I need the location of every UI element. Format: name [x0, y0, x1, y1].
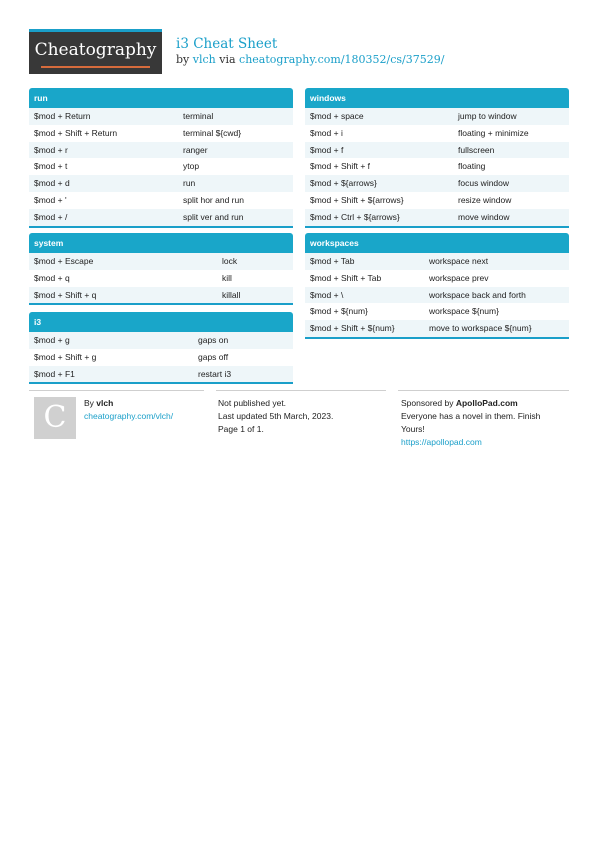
shortcut-row — [305, 253, 569, 270]
shortcut-key: $mod + Shift + Tab — [310, 272, 382, 283]
footer-updated: Last updated 5th March, 2023. — [218, 411, 334, 421]
author-avatar[interactable] — [34, 397, 76, 439]
shortcut-key: $mod + ${arrows} — [310, 178, 377, 189]
shortcut-key: $mod + / — [34, 211, 68, 222]
shortcut-key: $mod + q — [34, 272, 70, 283]
footer-page: Page 1 of 1. — [218, 424, 264, 434]
shortcut-row — [29, 175, 293, 192]
shortcut-key: $mod + Shift + g — [34, 351, 97, 362]
shortcut-row — [305, 320, 569, 337]
footer-author-url-line — [84, 410, 173, 423]
shortcut-row — [29, 287, 293, 304]
shortcut-action: workspace ${num} — [429, 306, 499, 317]
shortcut-action: jump to window — [458, 111, 517, 121]
shortcut-row — [29, 253, 293, 270]
shortcut-action: floating + minimize — [458, 127, 529, 138]
shortcut-key: $mod + f — [310, 144, 344, 155]
byline-by: by — [176, 53, 190, 66]
sponsor-text-1: Everyone has a novel in them. Finish — [401, 411, 541, 421]
avatar-letter: C — [43, 400, 67, 435]
shortcut-action: gaps off — [198, 351, 229, 362]
shortcut-key: $mod + i — [310, 127, 343, 138]
shortcut-row — [29, 125, 293, 142]
shortcut-row — [305, 270, 569, 287]
footer-sponsor-line — [401, 397, 518, 410]
shortcut-row — [305, 125, 569, 142]
section-title: i3 — [29, 312, 293, 332]
section-title: windows — [305, 88, 569, 108]
shortcut-row — [305, 142, 569, 159]
section-title: run — [29, 88, 293, 108]
shortcut-key: $mod + Tab — [310, 256, 355, 266]
shortcut-action: killall — [222, 289, 241, 300]
shortcut-key: $mod + t — [34, 161, 68, 172]
shortcut-key: $mod + Shift + ${num} — [310, 323, 395, 334]
sponsor-url-line — [401, 436, 482, 449]
shortcut-key: $mod + Escape — [34, 256, 94, 266]
shortcut-key: $mod + ' — [34, 194, 67, 205]
shortcut-key: $mod + Shift + f — [310, 161, 371, 172]
shortcut-row — [29, 349, 293, 366]
shortcut-row — [29, 209, 293, 226]
shortcut-key: $mod + space — [310, 111, 364, 121]
shortcut-key: $mod + Shift + ${arrows} — [310, 194, 404, 205]
footer-divider — [29, 390, 204, 391]
shortcut-key: $mod + Shift + Return — [34, 127, 118, 138]
shortcut-row — [305, 209, 569, 226]
footer-published: Not published yet. — [218, 398, 287, 408]
logo-text: Cheatography — [34, 40, 157, 60]
shortcut-action: terminal ${cwd} — [183, 127, 242, 138]
cheatography-logo[interactable] — [29, 29, 162, 74]
shortcut-row — [305, 303, 569, 320]
shortcut-action: lock — [222, 256, 238, 266]
shortcut-key: $mod + r — [34, 144, 68, 155]
shortcut-action: split ver and run — [183, 211, 244, 222]
shortcut-key: $mod + \ — [310, 289, 344, 300]
shortcut-key: $mod + Return — [34, 111, 91, 121]
section-system — [29, 233, 293, 305]
shortcut-key: $mod + g — [34, 335, 70, 345]
author-link[interactable]: vlch — [192, 53, 216, 66]
shortcut-row — [305, 192, 569, 209]
section-title: system — [29, 233, 293, 253]
shortcut-action: move window — [458, 211, 510, 222]
footer — [29, 390, 569, 450]
shortcut-row — [305, 108, 569, 125]
shortcut-action: focus window — [458, 178, 510, 189]
shortcut-row — [29, 142, 293, 159]
shortcut-row — [305, 158, 569, 175]
shortcut-action: fullscreen — [458, 144, 495, 155]
shortcut-key: $mod + ${num} — [310, 306, 368, 317]
shortcut-row — [29, 366, 293, 383]
footer-author-name[interactable]: vlch — [96, 398, 114, 408]
footer-by: By — [84, 398, 94, 408]
shortcut-row — [305, 175, 569, 192]
shortcut-row — [305, 287, 569, 304]
shortcut-action: workspace prev — [429, 272, 489, 283]
section-i3 — [29, 312, 293, 384]
section-run — [29, 88, 293, 228]
shortcut-row — [29, 332, 293, 349]
logo-underline — [41, 66, 150, 68]
footer-author-url[interactable]: cheatography.com/vlch/ — [84, 411, 174, 421]
section-title: workspaces — [305, 233, 569, 253]
shortcut-action: restart i3 — [198, 368, 232, 379]
shortcut-row — [29, 270, 293, 287]
footer-divider — [216, 390, 386, 391]
page-title: i3 Cheat Sheet — [176, 36, 278, 52]
sponsor-text-2: Yours! — [401, 424, 425, 434]
shortcut-key: $mod + Shift + q — [34, 289, 97, 300]
section-windows — [305, 88, 569, 228]
shortcut-row — [29, 108, 293, 125]
section-workspaces — [305, 233, 569, 339]
byline-via: via — [219, 53, 236, 66]
shortcut-row — [29, 158, 293, 175]
shortcut-action: kill — [222, 272, 232, 283]
shortcut-action: resize window — [458, 194, 512, 205]
shortcut-action: workspace back and forth — [429, 289, 526, 300]
sheet-url-link[interactable]: cheatography.com/180352/cs/37529/ — [239, 53, 445, 66]
shortcut-key: $mod + d — [34, 178, 70, 189]
shortcut-action: ytop — [183, 161, 200, 172]
shortcut-action: terminal — [183, 111, 214, 121]
shortcut-action: move to workspace ${num} — [429, 323, 532, 334]
footer-author-line — [84, 397, 113, 410]
shortcut-row — [29, 192, 293, 209]
shortcut-action: split hor and run — [183, 194, 244, 205]
shortcut-key: $mod + Ctrl + ${arrows} — [310, 211, 400, 222]
sponsor-url[interactable]: https://apollopad.com — [401, 437, 482, 447]
shortcut-action: run — [183, 178, 196, 189]
sponsor-name[interactable]: ApolloPad.com — [455, 398, 518, 408]
shortcut-action: floating — [458, 161, 486, 172]
shortcut-action: gaps on — [198, 335, 229, 345]
shortcut-action: ranger — [183, 144, 208, 155]
sponsor-prefix: Sponsored by — [401, 398, 454, 408]
shortcut-action: workspace next — [429, 256, 489, 266]
shortcut-key: $mod + F1 — [34, 368, 75, 379]
footer-divider — [398, 390, 569, 391]
byline — [176, 53, 444, 66]
